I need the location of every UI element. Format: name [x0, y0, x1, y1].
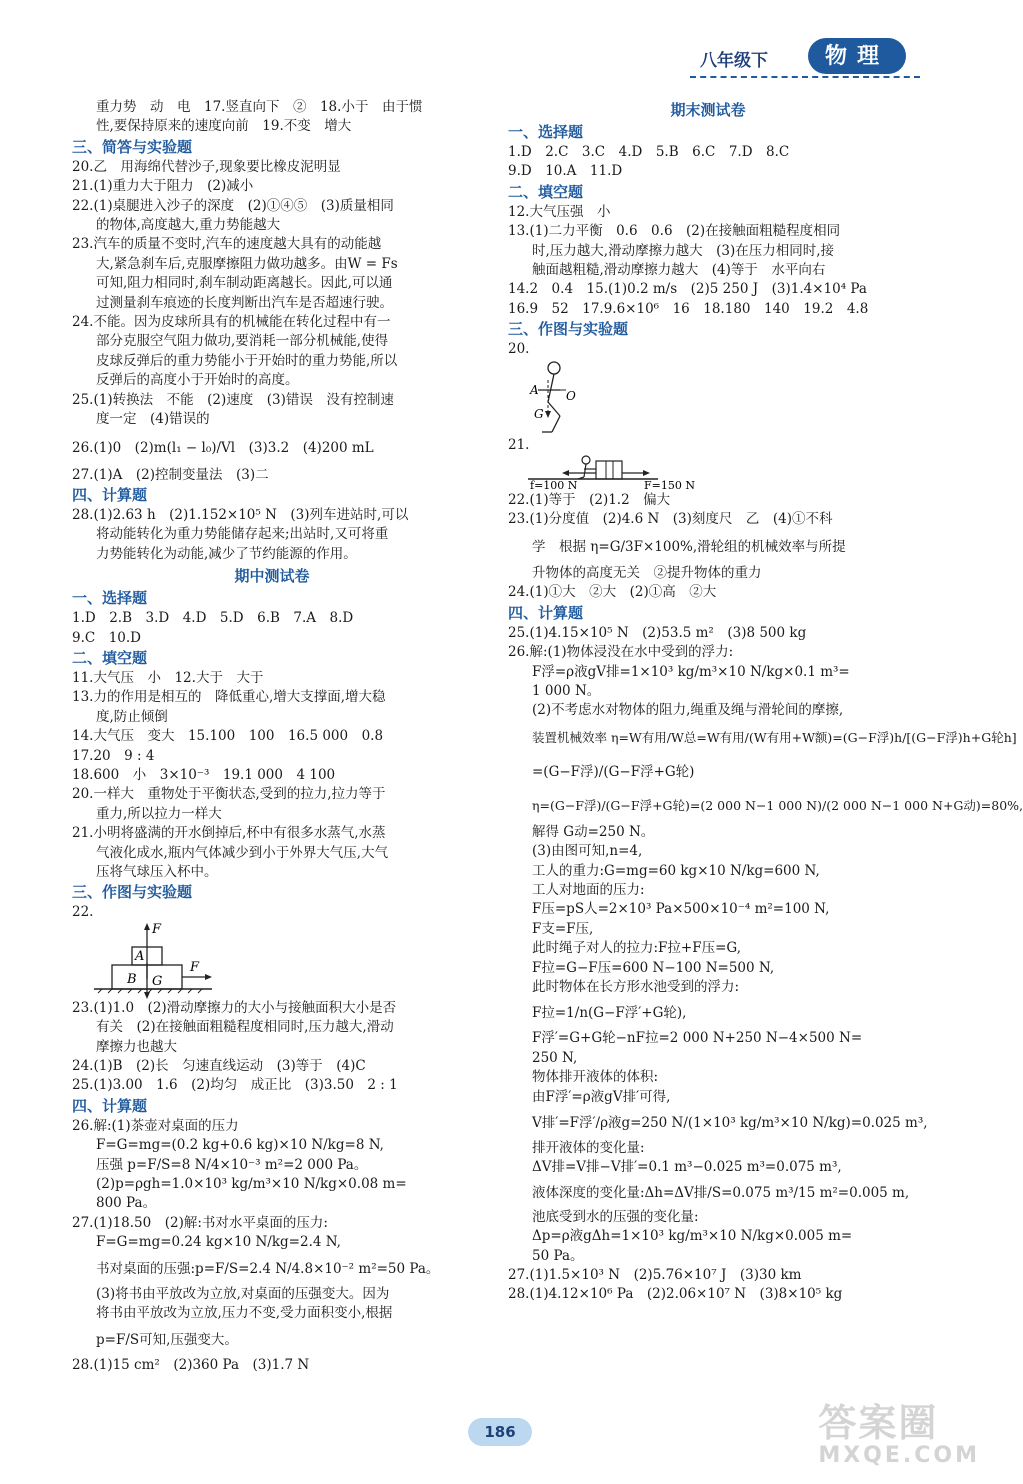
text-line: 22.(1)等于 (2)1.2 偏大	[508, 492, 671, 509]
text-line: 24.不能。因为皮球所具有的机械能在转化过程中有一	[72, 314, 391, 331]
question-label: 22.	[72, 904, 94, 921]
label-f: f=100 N	[530, 479, 578, 493]
text-line: 21.(1)重力大于阻力 (2)减小	[72, 178, 254, 195]
text-line: 9.C 10.D	[72, 629, 142, 646]
text-line: 压将气球压入杯中。	[96, 864, 218, 880]
figure-20-person-lever	[508, 360, 628, 436]
text-line: 16.9 52 17.9.6×10⁶ 16 18.180 140 19.2 4.8	[508, 300, 869, 317]
text-line: 12.大气压强 小	[508, 203, 611, 220]
text-line: Δp=ρ液gΔh=1×10³ kg/m³×10 N/kg×0.005 m=	[532, 1228, 853, 1245]
text-line: F浮=ρ液gV排=1×10³ kg/m³×10 N/kg×0.1 m³=	[532, 663, 850, 680]
text-line: 1.D 2.C 3.C 4.D 5.B 6.C 7.D 8.C	[508, 144, 790, 160]
text-line: F=G=mg=0.24 kg×10 N/kg=2.4 N,	[96, 1234, 341, 1251]
text-line: 池底受到水的压强的变化量:	[532, 1208, 699, 1225]
text-line: 摩擦力也越大	[96, 1038, 177, 1055]
text-line: 26.解:(1)物体浸没在水中受到的浮力:	[508, 644, 734, 661]
right-column	[508, 98, 1023, 1305]
text-line: 有关 (2)在接触面粗糙程度相同时,压力越大,滑动	[96, 1019, 394, 1036]
text-line: 重力,所以拉力一样大	[96, 805, 222, 822]
watermark-line1: 答案圈	[818, 1401, 939, 1445]
section-heading: 四、计算题	[508, 603, 584, 622]
section-heading: 四、计算题	[72, 485, 148, 504]
text-line: 大,紧急刹车后,克服摩擦阻力做功越多。由W = Fs	[96, 255, 398, 272]
section-heading: 三、作图与实验题	[508, 320, 629, 339]
text-line: 20.乙 用海绵代替沙子,现象要比橡皮泥明显	[72, 158, 341, 175]
figure-21-person-box	[508, 455, 708, 491]
text-line: 此时物体在长方形水池受到的浮力:	[532, 978, 740, 995]
text-line: 升物体的高度无关 ②提升物体的重力	[532, 564, 762, 581]
page-header	[690, 38, 990, 88]
text-line: 26.(1)0 (2)m(l₁ − l₀)/Vl (3)3.2 (4)200 mL	[72, 439, 374, 456]
text-line: 23.汽车的质量不变时,汽车的速度越大具有的动能越	[72, 236, 382, 253]
text-line: 24.(1)①大 ②大 (2)①高 ②大	[508, 584, 717, 601]
text-line: 液体深度的变化量:Δh=ΔV排/S=0.075 m³/15 m²=0.005 m,	[532, 1184, 910, 1201]
section-heading: 一、选择题	[72, 589, 148, 608]
text-line: 解得 G动=250 N。	[532, 823, 655, 840]
text-line: 此时绳子对人的拉力:F拉+F压=G,	[532, 940, 741, 957]
text-line: 工人的重力:G=mg=60 kg×10 N/kg=600 N,	[532, 862, 820, 879]
text-line: 25.(1)4.15×10⁵ N (2)53.5 m² (3)8 500 kg	[508, 624, 807, 641]
text-line: (3)由图可知,n=4,	[532, 843, 643, 860]
text-line: 学 根据 η=G/3F×100%,滑轮组的机械效率与所提	[532, 538, 846, 555]
text-line: 14.2 0.4 15.(1)0.2 m/s (2)5 250 J (3)1.4×10⁴ Pa	[508, 281, 867, 298]
page-number: 186	[468, 1418, 532, 1446]
text-line: 26.解:(1)茶壶对桌面的压力	[72, 1117, 239, 1134]
text-line: 14.大气压 变大 15.100 100 16.5 000 0.8	[72, 728, 384, 745]
text-line: =(G−F浮)/(G−F浮+G轮)	[532, 763, 695, 780]
text-line: 部分克服空气阻力做功,要消耗一部分机械能,使得	[96, 333, 389, 350]
text-line: 17.20 9 : 4	[72, 747, 155, 764]
text-line: 13.(1)二力平衡 0.6 0.6 (2)在接触面粗糙程度相同	[508, 223, 841, 240]
label-F-right: F	[190, 959, 200, 975]
text-line: 性,要保持原来的速度向前 19.不变 增大	[96, 118, 352, 135]
text-line: 28.(1)4.12×10⁶ Pa (2)2.06×10⁷ N (3)8×10⁵ kg	[508, 1286, 843, 1303]
text-line: 的物体,高度越大,重力势能越大	[96, 217, 281, 234]
text-line: 将动能转化为重力势能储存起来;出站时,又可将重	[96, 526, 389, 543]
text-line: (3)将书由平放改为立放,对桌面的压强变大。因为	[96, 1285, 390, 1302]
watermark	[818, 1403, 980, 1468]
text-line: F拉=1/n(G−F浮′+G轮),	[532, 1005, 687, 1022]
text-line: 9.D 10.A 11.D	[508, 163, 623, 180]
text-line: 过测量刹车痕迹的长度判断出汽车是否超速行驶。	[96, 294, 393, 311]
text-line: 28.(1)15 cm² (2)360 Pa (3)1.7 N	[72, 1356, 310, 1373]
section-heading: 一、选择题	[508, 123, 584, 141]
left-column	[72, 98, 472, 1375]
text-line: 11.大气压 小 12.大于 大于	[72, 669, 264, 686]
section-heading: 三、作图与实验题	[72, 883, 193, 902]
label-O: O	[566, 388, 576, 403]
text-line: 书对桌面的压强:p=F/S=2.4 N/4.8×10⁻² m²=50 Pa。	[96, 1260, 440, 1277]
label-A: A	[530, 382, 539, 397]
section-heading: 四、计算题	[72, 1096, 148, 1115]
text-line: 气液化成水,瓶内气体减少到小于外界大气压,大气	[96, 844, 389, 861]
text-line: 50 Pa。	[532, 1247, 584, 1264]
text-line: F=G=mg=(0.2 kg+0.6 kg)×10 N/kg=8 N,	[96, 1137, 384, 1154]
text-line: 可知,阻力相同时,刹车制动距离越长。因此,可以通	[96, 275, 393, 292]
header-rule	[690, 76, 920, 78]
text-line: 工人对地面的压力:	[532, 881, 645, 898]
text-line: V排′=F浮′/ρ液g=250 N/(1×10³ kg/m³×10 N/kg)=0.025 m³,	[532, 1115, 928, 1131]
text-line: 1.D 2.B 3.D 4.D 5.D 6.B 7.A 8.D	[72, 610, 354, 627]
section-heading: 二、填空题	[72, 648, 148, 667]
text-line: 25.(1)转换法 不能 (2)速度 (3)错误 没有控制速	[72, 391, 394, 408]
text-line: 24.(1)B (2)长 匀速直线运动 (3)等于 (4)C	[72, 1058, 366, 1075]
text-line: 装置机械效率 η=W有用/W总=W有用/(W有用+W额)=(G−F浮)h/[(G−F浮)h+G轮h]	[532, 729, 1017, 745]
text-line: 20.一样大 重物处于平衡状态,受到的拉力,拉力等于	[72, 786, 386, 803]
question-label: 20.	[508, 341, 530, 358]
grade-label: 八年级下	[700, 51, 768, 71]
label-G: G	[152, 973, 163, 989]
text-line: ΔV排=V排−V排′=0.1 m³−0.025 m³=0.075 m³,	[532, 1159, 842, 1176]
text-line: 23.(1)分度值 (2)4.6 N (3)刻度尺 乙 (4)①不科	[508, 511, 833, 528]
text-line: 由F浮′=ρ液gV排′可得,	[532, 1088, 671, 1105]
text-line: 度一定 (4)错误的	[96, 411, 210, 428]
text-line: 排开液体的变化量:	[532, 1140, 645, 1156]
text-line: 皮球反弹后的重力势能小于开始时的重力势能,所以	[96, 352, 398, 369]
text-line: 27.(1)A (2)控制变量法 (3)二	[72, 466, 269, 483]
watermark-line2: MXQE.COM	[818, 1443, 980, 1468]
text-line: 800 Pa。	[96, 1195, 157, 1212]
label-F-up: F	[152, 921, 162, 937]
text-line: 时,压力越大,滑动摩擦力越大 (3)在压力相同时,接	[532, 242, 834, 259]
text-line: 23.(1)1.0 (2)滑动摩擦力的大小与接触面积大小是否	[72, 999, 397, 1016]
text-line: p=F/S可知,压强变大。	[96, 1331, 238, 1348]
label-A: A	[135, 948, 145, 964]
subject-badge: 物理	[808, 38, 906, 74]
text-line: 度,防止倾倒	[96, 708, 168, 725]
text-line: 13.力的作用是相互的 降低重心,增大支撑面,增大稳	[72, 689, 386, 706]
figure-22-blocks	[72, 923, 252, 999]
text-line: η=(G−F浮)/(G−F浮+G轮)=(2 000 N−1 000 N)/(2 000 N−1 000 N+G动)=80%,	[532, 797, 1023, 813]
text-line: F压=pS人=2×10³ Pa×500×10⁻⁴ m²=100 N,	[532, 901, 830, 918]
text-line: 22.(1)桌腿进入沙子的深度 (2)①④⑤ (3)质量相同	[72, 197, 394, 214]
text-line: 21.小明将盛满的开水倒掉后,杯中有很多水蒸气,水蒸	[72, 825, 386, 842]
text-line: 18.600 小 3×10⁻³ 19.1 000 4 100	[72, 766, 336, 783]
label-B: B	[127, 971, 137, 987]
text-line: 27.(1)18.50 (2)解:书对水平桌面的压力:	[72, 1214, 328, 1231]
text-line: (2)p=ρgh=1.0×10³ kg/m³×10 N/kg×0.08 m=	[96, 1176, 407, 1193]
text-line: F浮′=G+G轮−nF拉=2 000 N+250 N−4×500 N=	[532, 1030, 863, 1047]
text-line: (2)不考虑水对物体的阻力,绳重及绳与滑轮间的摩擦,	[532, 702, 844, 719]
text-line: 触面越粗糙,滑动摩擦力越大 (4)等于 水平向右	[532, 262, 826, 279]
text-line: 重力势 动 电 17.竖直向下 ② 18.小于 由于惯	[96, 99, 423, 115]
text-line: 反弹后的高度小于开始时的高度。	[96, 372, 299, 389]
text-line: 1 000 N。	[532, 682, 601, 699]
text-line: 压强 p=F/S=8 N/4×10⁻³ m²=2 000 Pa。	[96, 1156, 368, 1173]
label-F: F=150 N	[644, 479, 695, 493]
text-line: 物体排开液体的体积:	[532, 1069, 659, 1086]
exam-title: 期末测试卷	[670, 101, 746, 119]
label-G: G	[534, 406, 544, 421]
text-line: 27.(1)1.5×10³ N (2)5.76×10⁷ J (3)30 km	[508, 1267, 802, 1284]
text-line: 28.(1)2.63 h (2)1.152×10⁵ N (3)列车进站时,可以	[72, 506, 409, 523]
section-heading: 二、填空题	[508, 182, 584, 201]
exam-title: 期中测试卷	[234, 567, 310, 586]
text-line: F支=F压,	[532, 920, 594, 937]
section-heading: 三、简答与实验题	[72, 137, 193, 156]
text-line: 250 N,	[532, 1049, 578, 1066]
text-line: 力势能转化为动能,减少了节约能源的作用。	[96, 545, 357, 562]
text-line: 25.(1)3.00 1.6 (2)均匀 成正比 (3)3.50 2 : 1	[72, 1077, 398, 1094]
text-line: 将书由平放改为立放,压力不变,受力面积变小,根据	[96, 1305, 393, 1322]
text-line: F拉=G−F压=600 N−100 N=500 N,	[532, 959, 775, 976]
question-label: 21.	[508, 436, 530, 453]
